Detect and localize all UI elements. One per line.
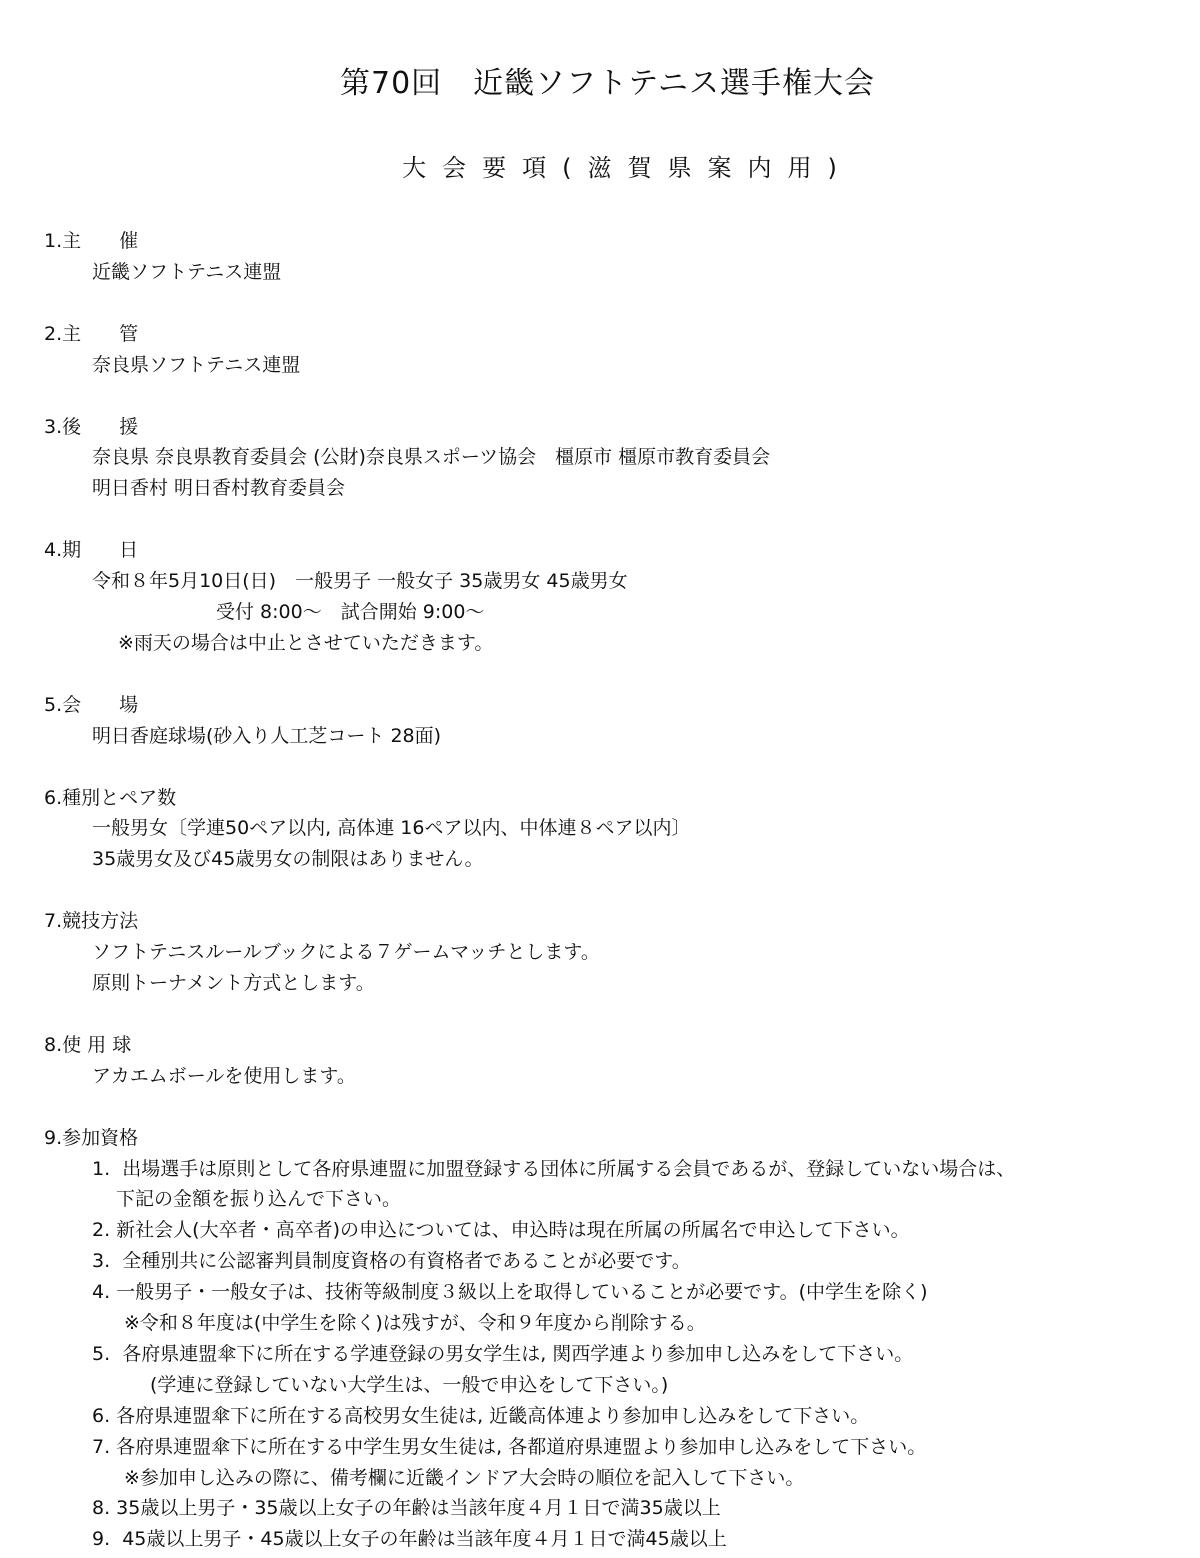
section-heading-3: 3.後 援 bbox=[44, 415, 139, 438]
eligibility-item-2: 2. 新社会人(大卒者・高卒者)の申込については、申込時は現在所属の所属名で申込して下さい。 bbox=[92, 1219, 910, 1242]
eligibility-item-9: 9. 45歳以上男子・45歳以上女子の年齢は当該年度４月１日で満45歳以上 bbox=[92, 1528, 727, 1551]
eligibility-item-1: 1. 出場選手は原則として各府県連盟に加盟登録する団体に所属する会員であるが、登録していない場合は、 bbox=[92, 1157, 1016, 1180]
section-line: ※雨天の場合は中止とさせていただきます。 bbox=[118, 631, 494, 654]
section-line: 明日香庭球場(砂入り人工芝コート 28面) bbox=[92, 724, 442, 747]
eligibility-item-4: 4. 一般男子・一般女子は、技術等級制度３級以上を取得していることが必要です。(中学生を除く) bbox=[92, 1281, 928, 1304]
section-line: 令和８年5月10日(日) 一般男子 一般女子 35歳男女 45歳男女 bbox=[92, 570, 628, 593]
document-subtitle: 大会要項(滋賀県案内用) bbox=[402, 154, 853, 182]
section-heading-2: 2.主 管 bbox=[44, 322, 139, 345]
eligibility-item-5: 5. 各府県連盟傘下に所在する学連登録の男女学生は, 関西学連より参加申し込みをして下さい。 bbox=[92, 1342, 914, 1365]
section-heading-9: 9.参加資格 bbox=[44, 1126, 139, 1149]
section-heading-1: 1.主 催 bbox=[44, 230, 139, 252]
eligibility-item-3: 3. 全種別共に公認審判員制度資格の有資格者であることが必要です。 bbox=[92, 1250, 691, 1273]
eligibility-item-4-note: ※令和８年度は(中学生を除く)は残すが、令和９年度から削除する。 bbox=[124, 1312, 706, 1335]
document-title: 第70回 近畿ソフトテニス選手権大会 bbox=[340, 66, 875, 101]
section-heading-5: 5.会 場 bbox=[44, 693, 139, 716]
section-line: 受付 8:00～ 試合開始 9:00～ bbox=[216, 601, 485, 624]
eligibility-item-8: 8. 35歳以上男子・35歳以上女子の年齢は当該年度４月１日で満35歳以上 bbox=[92, 1497, 721, 1520]
section-line: 奈良県ソフトテニス連盟 bbox=[92, 353, 301, 376]
section-line: 近畿ソフトテニス連盟 bbox=[92, 260, 282, 283]
document-body bbox=[44, 226, 1174, 1555]
section-heading-4: 4.期 日 bbox=[44, 539, 139, 562]
section-heading-7: 7.競技方法 bbox=[44, 910, 139, 933]
eligibility-item-1-cont: 下記の金額を振り込んで下さい。 bbox=[116, 1188, 402, 1211]
section-line: 一般男女〔学連50ペア以内, 高体連 16ペア以内、中体連８ペア以内〕 bbox=[92, 817, 691, 840]
section-line: 奈良県 奈良県教育委員会 (公財)奈良県スポーツ協会 橿原市 橿原市教育委員会 bbox=[92, 446, 771, 469]
section-line: ソフトテニスルールブックによる７ゲームマッチとします。 bbox=[92, 941, 600, 964]
section-line: 35歳男女及び45歳男女の制限はありません。 bbox=[92, 848, 484, 871]
eligibility-item-7: 7. 各府県連盟傘下に所在する中学生男女生徒は, 各都道府県連盟より参加申し込みをして下さい。 bbox=[92, 1435, 927, 1458]
section-heading-8: 8.使 用 球 bbox=[44, 1033, 132, 1056]
eligibility-item-7-note: ※参加申し込みの際に、備考欄に近畿インドア大会時の順位を記入して下さい。 bbox=[124, 1466, 805, 1489]
section-line: 明日香村 明日香村教育委員会 bbox=[92, 477, 346, 500]
section-heading-6: 6.種別とペア数 bbox=[44, 786, 177, 809]
section-line: 原則トーナメント方式とします。 bbox=[92, 972, 375, 995]
eligibility-item-6: 6. 各府県連盟傘下に所在する高校男女生徒は, 近畿高体連より参加申し込みをして下さい。 bbox=[92, 1404, 870, 1427]
eligibility-item-5-note: (学連に登録していない大学生は、一般で申込をして下さい。) bbox=[150, 1373, 669, 1396]
section-line: アカエムボールを使用します。 bbox=[92, 1064, 356, 1087]
